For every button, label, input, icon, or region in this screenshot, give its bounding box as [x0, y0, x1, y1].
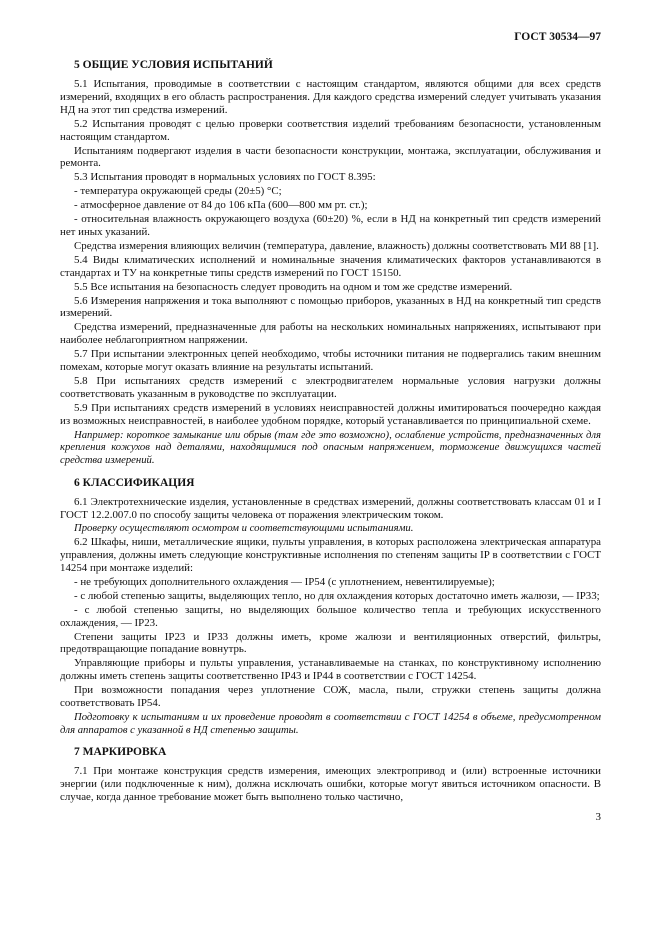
section-5-paragraph: 5.6 Измерения напряжения и тока выполняют с помощью приборов, указанных в НД на конкретный тип средств измерений. — [60, 294, 601, 320]
section-5-paragraph: Испытаниям подвергают изделия в части безопасности конструкции, монтажа, эксплуатации, обслуживания и ремонта. — [60, 144, 601, 170]
section-5-list-item: - относительная влажность окружающего воздуха (60±20) %, если в НД на конкретный тип средств измерений нет иных указаний. — [60, 213, 601, 238]
section-5-paragraph: 5.5 Все испытания на безопасность следует проводить на одном и том же средстве измерений. — [74, 280, 513, 293]
section-6-list-item: - не требующих дополнительного охлаждения — IP54 (с уплотнением, невентилируемые); — [74, 575, 495, 588]
section-5-list-item: - температура окружающей среды (20±5) °С; — [74, 185, 282, 198]
standard-header: ГОСТ 30534—97 — [514, 31, 601, 43]
section-5-list-item: - атмосферное давление от 84 до 106 кПа (600—800 мм рт. ст.); — [74, 199, 368, 212]
section-6-list-item: - с любой степенью защиты, выделяющих тепло, но для охлаждения которых достаточно иметь жалюзи, — IP33; — [74, 589, 600, 602]
section-5-paragraph: Средства измерений, предназначенные для работы на нескольких номинальных напряжениях, испытывают при наиболее неблагоприятном напряжении. — [60, 321, 601, 347]
section-6-title: 6 КЛАССИФИКАЦИЯ — [74, 476, 195, 489]
document-page — [60, 30, 601, 805]
section-7-title: 7 МАРКИРОВКА — [74, 746, 167, 759]
section-5-paragraph: 5.3 Испытания проводят в нормальных условиях по ГОСТ 8.395: — [74, 171, 376, 184]
section-6-note: Проверку осуществляют осмотром и соответствующими испытаниями. — [74, 522, 414, 535]
section-6-paragraph: Степени защиты IP23 и IP33 должны иметь, кроме жалюзи и вентиляционных отверстий, фильтры, предотвращающие попадание вовнутрь. — [60, 630, 601, 656]
section-6-paragraph: 6.1 Электротехнические изделия, установленные в средствах измерений, должны соответствовать классам 01 и I ГОСТ 12.2.007.0 по способу защиты человека от поражения электрическим током. — [60, 495, 601, 521]
section-6-note: Подготовку к испытаниям и их проведение проводят в соответствии с ГОСТ 14254 в объеме, предусмотренном для аппаратов с указанной в НД степенью защиты. — [60, 710, 601, 736]
page-number: 3 — [595, 811, 601, 823]
section-5-note: Например: короткое замыкание или обрыв (там где это возможно), ослабление устройств, предназначенных для крепления кожухов над деталями, находящимися под опасным напряжением, торможение движущихся частей средства измерений. — [60, 428, 601, 466]
section-5-paragraph: Средства измерения влияющих величин (температура, давление, влажность) должны соответствовать МИ 88 [1]. — [74, 239, 599, 252]
section-6-paragraph: Управляющие приборы и пульты управления, устанавливаемые на станках, по конструктивному исполнению должны иметь степень защиты соответственно IP43 и IP44 в соответствии с ГОСТ 14254. — [60, 657, 601, 683]
section-5-paragraph: 5.7 При испытании электронных цепей необходимо, чтобы источники питания не подвергались таким внешним помехам, которые могут оказать влияние на результаты испытаний. — [60, 348, 601, 374]
section-5-paragraph: 5.2 Испытания проводят с целью проверки соответствия изделий требованиям безопасности, установленным настоящим стандартом. — [60, 117, 601, 143]
section-6-paragraph: 6.2 Шкафы, ниши, металлические ящики, пульты управления, в которых расположена электрическая аппаратура управления, должны иметь следующие конструктивные исполнения по степеням защиты IP в соответствии с ГОСТ 14254 при монтаже изделий: — [60, 536, 601, 574]
section-5-paragraph: 5.1 Испытания, проводимые в соответствии с настоящим стандартом, являются общими для всех средств измерений, входящих в его область распространения. Для каждого средства измерений следует учитывать указания НД на этот тип средства измерений. — [60, 78, 601, 116]
section-5-title: 5 ОБЩИЕ УСЛОВИЯ ИСПЫТАНИЙ — [74, 59, 273, 71]
section-6-paragraph: При возможности попадания через уплотнение СОЖ, масла, пыли, стружки степень защиты должна соответствовать IP54. — [60, 684, 601, 710]
section-7-paragraph: 7.1 При монтаже конструкция средств измерения, имеющих электропривод и (или) встроенные источники энергии (или подключенные к ним), должна исключать ошибки, которые могут явиться источником опасности. В случае, когда данное требование может быть выполнено только частично, — [60, 765, 601, 804]
section-5-paragraph: 5.8 При испытаниях средств измерений с электродвигателем нормальные условия нагрузки должны соответствовать указанным в руководстве по эксплуатации. — [60, 374, 601, 400]
section-5-paragraph: 5.4 Виды климатических исполнений и номинальные значения климатических факторов устанавливаются в стандартах и ТУ на конкретные типы средств измерений по ГОСТ 15150. — [60, 253, 601, 279]
section-6-list-item: - с любой степенью защиты, но выделяющих большое количество тепла и требующих искусственного охлаждения, — IP23. — [60, 603, 601, 629]
section-5-paragraph: 5.9 При испытаниях средств измерений в условиях неисправностей должны имитироваться поочередно каждая из возможных неисправностей, в наиболее удобном порядке, который устанавливается по принципиальной схеме. — [60, 401, 601, 427]
